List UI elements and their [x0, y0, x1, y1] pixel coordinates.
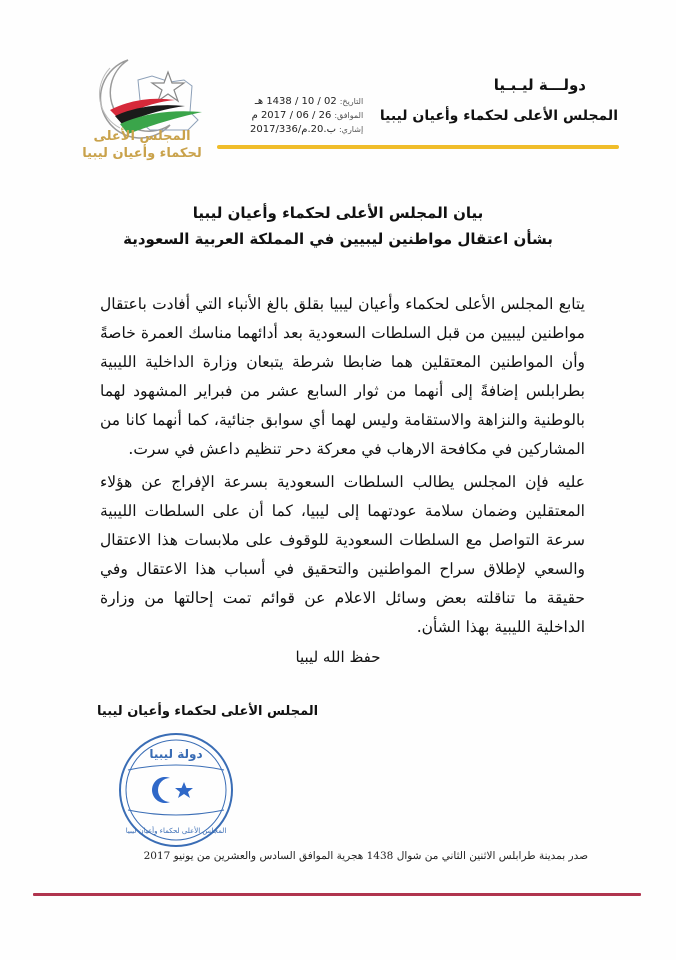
issued-statement: صدر بمدينة طرابلس الاثنين الثاني من شوال 1438 هجرية الموافق السادس والعشرين من يونيو 2017 — [143, 850, 588, 862]
official-stamp — [112, 730, 240, 850]
reference-number-label: إشاري: — [338, 125, 364, 134]
statement-title — [0, 200, 676, 252]
hijri-date-label: التاريخ: — [339, 97, 364, 106]
body-paragraph-1: يتابع المجلس الأعلى لحكماء وأعيان ليبيا بقلق بالغ الأنباء التي أفادت باعتقال مواطنين ليبيين من قبل السلطات السعودية بعد أدائهما مناسك العمرة خاصةً وأن المواطنين المعتقلين هما ضابطا شرطة يتبعان وزارة الداخلية الليبية بطرابلس إضافةً إلى أنهما من ثوار السابع عشر من فبراير المشهود لهما بالوطنية والنزاهة والاستقامة وليس لهما أي سوابق جنائية، كما أنهما كانا من المشاركين في مكافحة الارهاب في معركة دحر تنظيم داعش في سرت. — [100, 295, 585, 458]
hijri-date-row — [250, 95, 363, 109]
council-name-header: المجلس الأعلى لحكماء وأعيان ليبيا — [379, 108, 618, 124]
state-name: دولـــة ليـبـيا — [493, 76, 586, 94]
reference-block — [250, 95, 363, 137]
stamp-bottom-text: المجلس الأعلى لحكماء وأعيان ليبيا — [125, 827, 227, 835]
logo-caption — [82, 128, 202, 162]
hijri-date-value: 02 / 10 / 1438 هـ — [254, 96, 337, 107]
stamp-top-text: دولة ليبيا — [149, 747, 203, 761]
footer-divider — [33, 893, 641, 896]
reference-number-row — [250, 123, 363, 137]
gregorian-date-row — [250, 109, 363, 123]
logo-line-1: المجلس الأعلى — [93, 129, 191, 144]
gregorian-date-label: الموافق: — [334, 111, 364, 120]
title-line-2: بشأن اعتقال مواطنين ليبيين في المملكة العربية السعودية — [123, 230, 553, 248]
signature: المجلس الأعلى لحكماء وأعيان ليبيا — [97, 704, 319, 719]
gregorian-date-value: 26 / 06 / 2017 م — [251, 110, 332, 121]
reference-number-value: ب.20.م/2017/336 — [250, 124, 336, 135]
logo-line-2: لحكماء وأعيان ليبيا — [82, 146, 202, 161]
body-paragraph-2: عليه فإن المجلس يطالب السلطات السعودية بسرعة الإفراج عن هؤلاء المعتقلين وضمان سلامة عودتهما إلى ليبيا، كما أن على السلطات الليبية سرعة التواصل مع السلطات السعودية للوقوف على ملابسات هذا الاعتقال والسعي لإطلاق سراح المواطنين والتحقيق في أسباب هذا الاعتقال وفي حقيقة ما تناقلته بعض وسائل الاعلام عن قوائم تمت إحالتها من وزارة الداخلية الليبية بهذا الشأن. — [100, 473, 585, 636]
title-line-1: بيان المجلس الأعلى لحكماء وأعيان ليبيا — [192, 204, 484, 222]
header-divider — [217, 145, 619, 149]
seal-crescent-star-icon — [112, 730, 240, 850]
closing-phrase: حفظ الله ليبيا — [295, 648, 381, 666]
